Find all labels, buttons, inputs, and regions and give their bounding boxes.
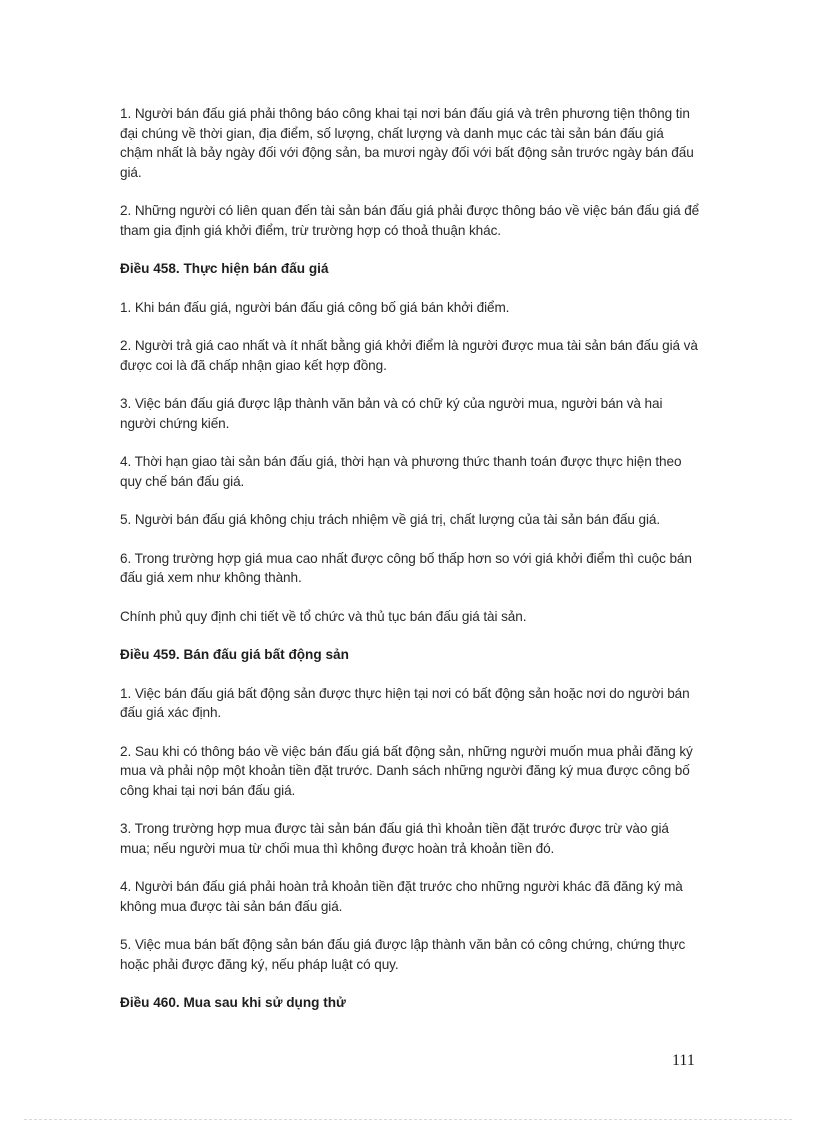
paragraph-457-2: 2. Những người có liên quan đến tài sản bán đấu giá phải được thông báo về việc bán đấu giá để tham gia định giá khởi điểm, trừ trường hợp có thoả thuận khác. [120, 203, 700, 238]
article-heading-458: Điều 458. Thực hiện bán đấu giá [120, 261, 329, 276]
paragraph-459-5: 5. Việc mua bán bất động sản bán đấu giá được lập thành văn bản có công chứng, chứng thực hoặc phải được đăng ký, nếu pháp luật có quy. [120, 937, 686, 972]
article-heading-459: Điều 459. Bán đấu giá bất động sản [120, 647, 349, 662]
paragraph-459-1: 1. Việc bán đấu giá bất động sản được thực hiện tại nơi có bất động sản hoặc nơi do người bán đấu giá xác định. [120, 685, 690, 720]
article-heading-460: Điều 460. Mua sau khi sử dụng thử [120, 995, 346, 1010]
paragraph-457-1: 1. Người bán đấu giá phải thông báo công khai tại nơi bán đấu giá và trên phương tiện thông tin đại chúng về thời gian, địa điểm, số lượng, chất lượng và danh mục các tài sản bán đấu giá chậm nhất là bảy ngày đối với động sản, ba mươi ngày đối với bất động sản trước ngày bán đấu giá. [120, 106, 694, 180]
page-number: 111 [672, 1052, 695, 1069]
page-content [120, 104, 700, 1032]
paragraph-458-4: 4. Thời hạn giao tài sản bán đấu giá, thời hạn và phương thức thanh toán được thực hiện theo quy chế bán đấu giá. [120, 454, 682, 489]
paragraph-458-5: 5. Người bán đấu giá không chịu trách nhiệm về giá trị, chất lượng của tài sản bán đấu giá. [120, 512, 661, 527]
paragraph-459-4: 4. Người bán đấu giá phải hoàn trả khoản tiền đặt trước cho những người khác đã đăng ký mà không mua được tài sản bán đấu giá. [120, 879, 683, 914]
paragraph-458-2: 2. Người trả giá cao nhất và ít nhất bằng giá khởi điểm là người được mua tài sản bán đấu giá và được coi là đã chấp nhận giao kết hợp đồng. [120, 338, 698, 373]
paragraph-458-1: 1. Khi bán đấu giá, người bán đấu giá công bố giá bán khởi điểm. [120, 299, 510, 315]
paragraph-458-6: 6. Trong trường hợp giá mua cao nhất được công bố thấp hơn so với giá khởi điểm thì cuộc bán đấu giá xem như không thành. [120, 550, 692, 585]
page-bottom-divider [24, 1119, 792, 1120]
paragraph-459-2: 2. Sau khi có thông báo về việc bán đấu giá bất động sản, những người muốn mua phải đăng ký mua và phải nộp một khoản tiền đặt trước. Danh sách những người đăng ký mua được công bố công khai tại nơi bán đấu giá. [120, 743, 693, 798]
paragraph-458-3: 3. Việc bán đấu giá được lập thành văn bản và có chữ ký của người mua, người bán và hai người chứng kiến. [120, 396, 663, 431]
paragraph-459-3: 3. Trong trường hợp mua được tài sản bán đấu giá thì khoản tiền đặt trước được trừ vào giá mua; nếu người mua từ chối mua thì không được hoàn trả khoản tiền đó. [120, 821, 669, 856]
paragraph-458-note: Chính phủ quy định chi tiết về tổ chức và thủ tục bán đấu giá tài sản. [120, 608, 527, 624]
